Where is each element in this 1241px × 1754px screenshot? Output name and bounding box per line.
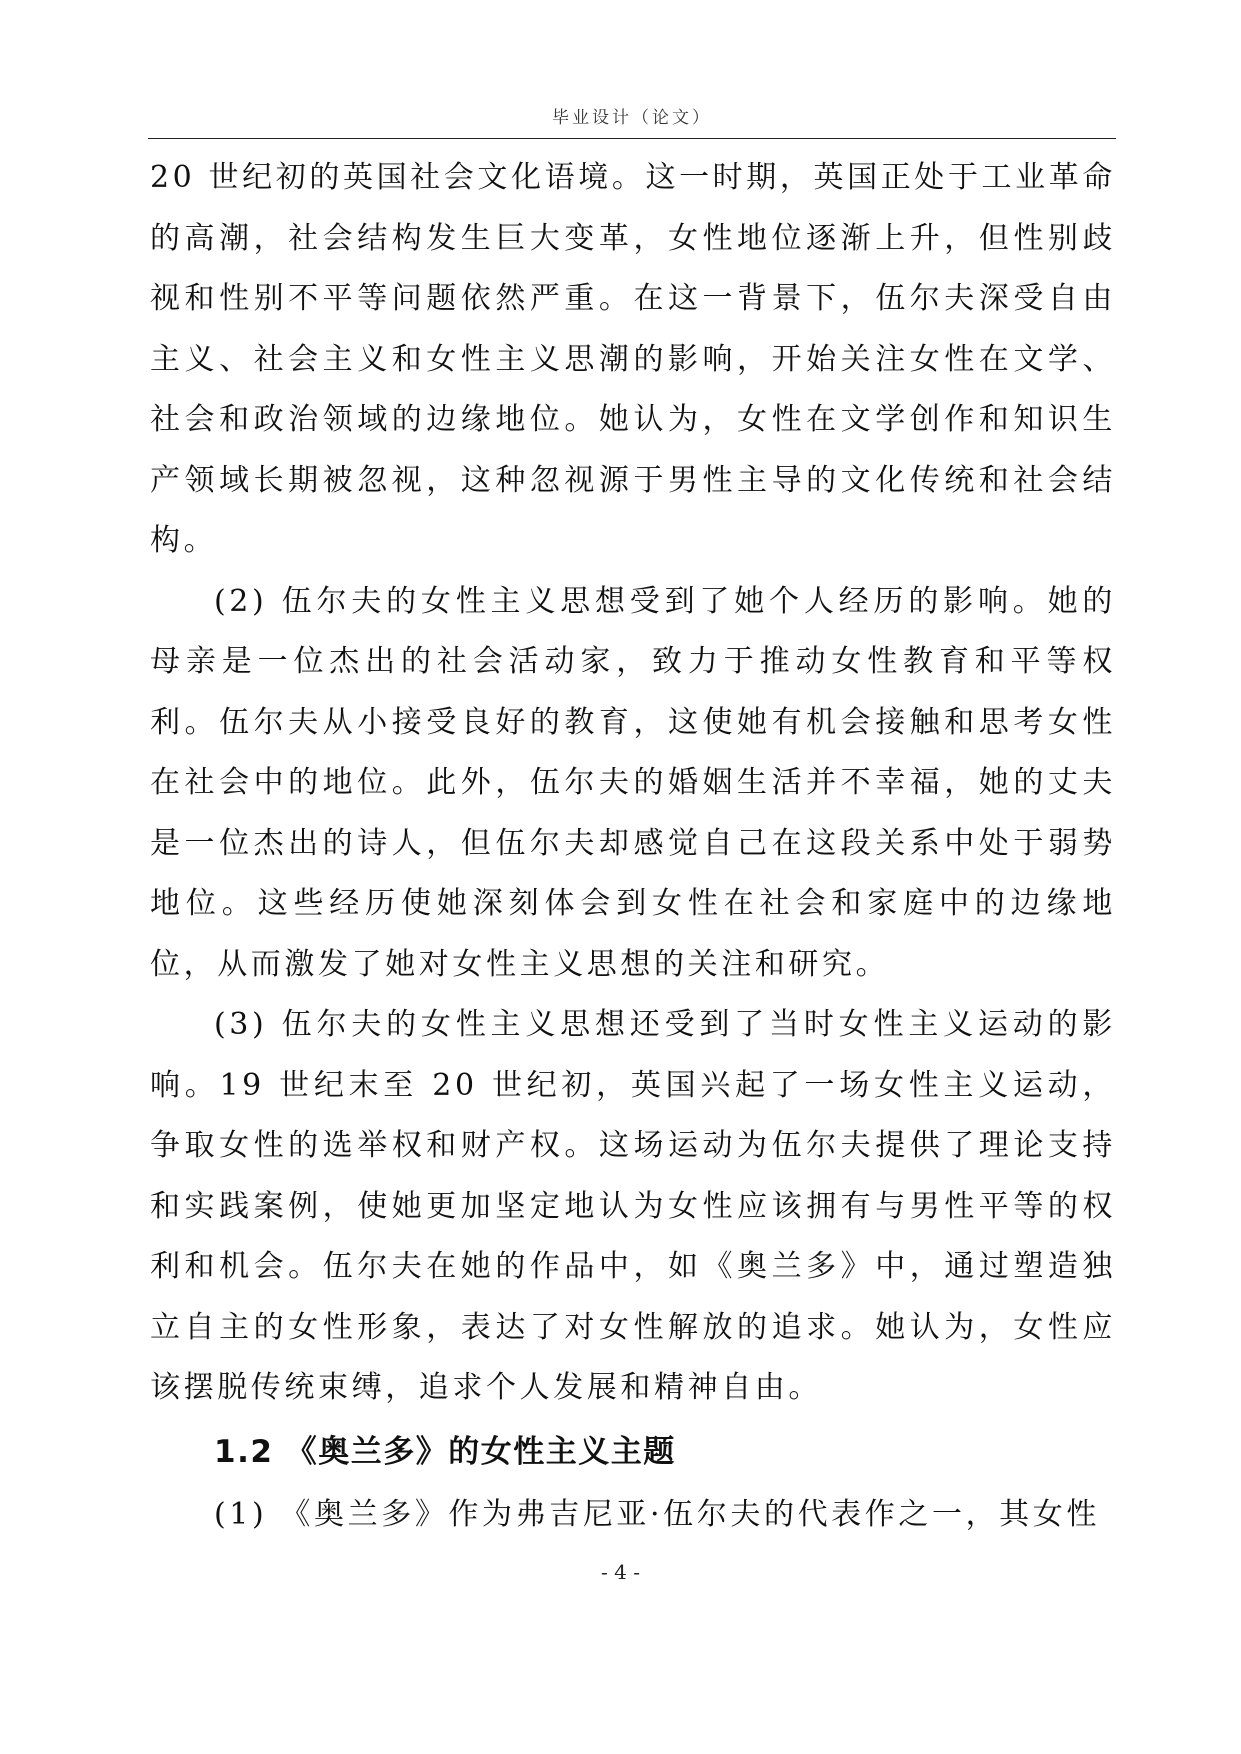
paragraph-continued: 20 世纪初的英国社会文化语境。这一时期，英国正处于工业革命的高潮，社会结构发生巨大变革，女性地位逐渐上升，但性别歧视和性别不平等问题依然严重。在这一背景下，伍尔夫深受自由主义、社会主义和女性主义思潮的影响，开始关注女性在文学、社会和政治领域的边缘地位。她认为，女性在文学创作和知识生产领域长期被忽视，这种忽视源于男性主导的文化传统和社会结构。: [150, 160, 1116, 558]
paragraph-2: (2) 伍尔夫的女性主义思想受到了她个人经历的影响。她的母亲是一位杰出的社会活动家，致力于推动女性教育和平等权利。伍尔夫从小接受良好的教育，这使她有机会接触和思考女性在社会中的地位。此外，伍尔夫的婚姻生活并不幸福，她的丈夫是一位杰出的诗人，但伍尔夫却感觉自己在这段关系中处于弱势地位。这些经历使她深刻体会到女性在社会和家庭中的边缘地位，从而激发了她对女性主义思想的关注和研究。: [150, 583, 1116, 982]
page-header: [148, 98, 1116, 139]
header-title: 毕业设计（论文）: [552, 108, 712, 128]
page-number: - 4 -: [601, 1560, 640, 1584]
section-heading: 1.2 《奥兰多》的女性主义主题: [214, 1433, 676, 1470]
paragraph-section-start: (1) 《奥兰多》作为弗吉尼亚·伍尔夫的代表作之一，其女性: [214, 1496, 1100, 1532]
paragraph-3: (3) 伍尔夫的女性主义思想还受到了当时女性主义运动的影响。19 世纪末至 20 世纪初，英国兴起了一场女性主义运动，争取女性的选举权和财产权。这场运动为伍尔夫提供了理论支持和实践案例，使她更加坚定地认为女性应该拥有与男性平等的权利和机会。伍尔夫在她的作品中，如《奥兰多》中，通过塑造独立自主的女性形象，表达了对女性解放的追求。她认为，女性应该摆脱传统束缚，追求个人发展和精神自由。: [150, 1007, 1116, 1405]
body-text: [150, 148, 1116, 1545]
